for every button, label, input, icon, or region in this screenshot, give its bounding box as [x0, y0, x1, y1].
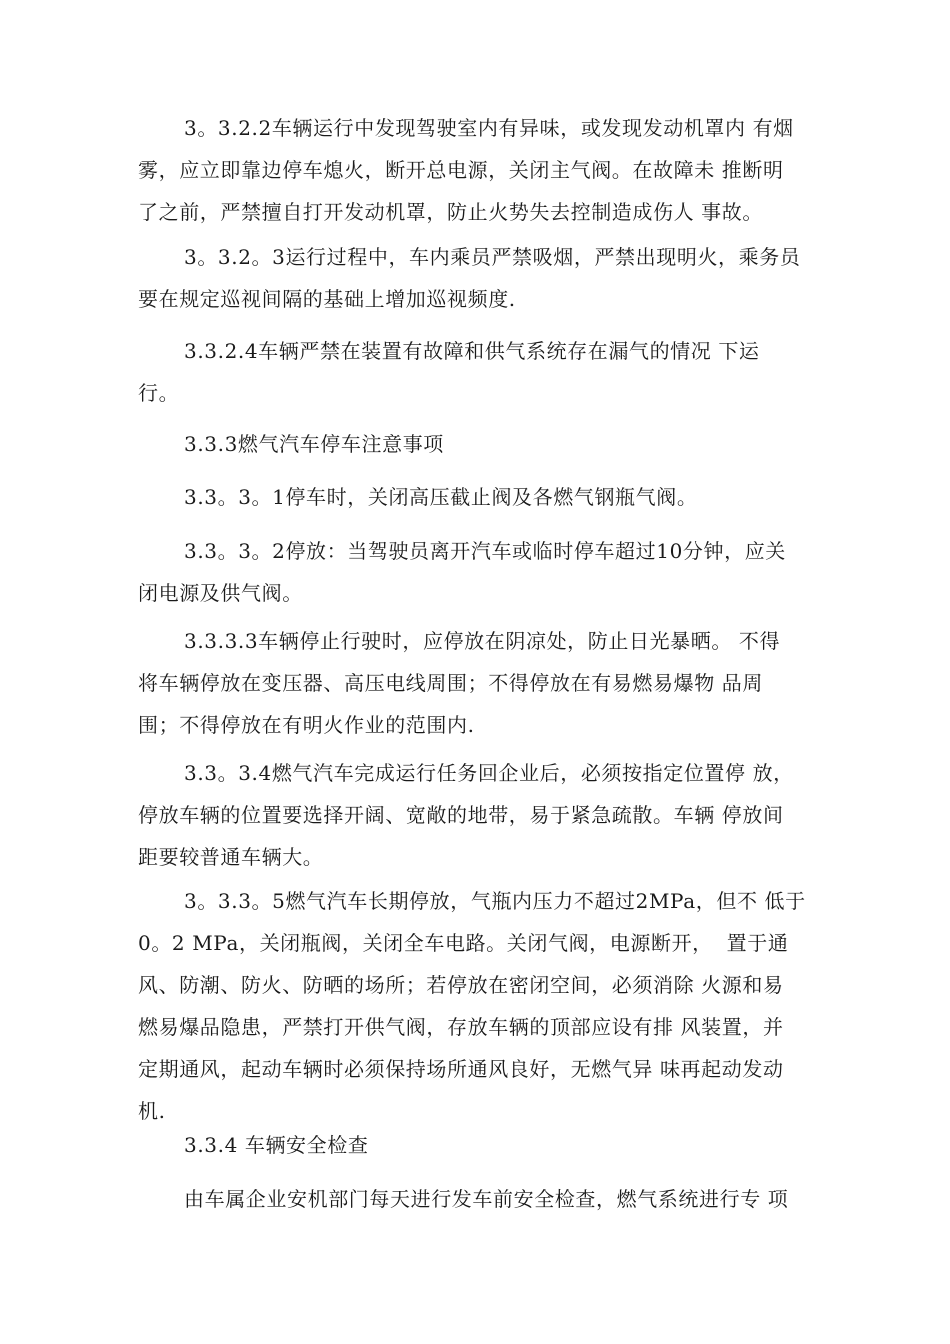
- paragraph-3-3-3-2: [138, 530, 828, 614]
- paragraph-3-3-3-1: [138, 476, 828, 518]
- section-heading-3-3-4: [138, 1124, 828, 1166]
- paragraph-line: 3.3.3.3车辆停止行驶时，应停放在阴凉处，防止日光暴晒。 不得: [184, 629, 781, 653]
- paragraph-line: 3。3.3。5燃气汽车长期停放，气瓶内压力不超过2MPa，但不 低于: [184, 889, 806, 913]
- section-heading: 3.3.3燃气汽车停车注意事项: [184, 432, 444, 456]
- paragraph-line: 雾，应立即靠边停车熄火，断开总电源，关闭主气阀。在故障未 推断明: [138, 158, 784, 182]
- paragraph-line: 风、防潮、防火、防晒的场所；若停放在密闭空间，必须消除 火源和易: [138, 973, 784, 997]
- paragraph-3-3-2-2: [138, 107, 828, 233]
- paragraph-line: 将车辆停放在变压器、高压电线周围；不得停放在有易燃易爆物 品周: [138, 671, 763, 695]
- paragraph-line: 燃易爆品隐患，严禁打开供气阀，存放车辆的顶部应设有排 风装置，并: [138, 1015, 784, 1039]
- paragraph-line: 3.3。3.4燃气汽车完成运行任务回企业后，必须按指定位置停 放，: [184, 761, 794, 785]
- paragraph-line: 距要较普通车辆大。: [138, 845, 324, 869]
- paragraph-line: 3。3.2。3运行过程中，车内乘员严禁吸烟，严禁出现明火，乘务员: [184, 245, 801, 269]
- section-heading-3-3-3: [138, 423, 828, 465]
- paragraph-3-3-3-3: [138, 620, 828, 746]
- paragraph-line: 3.3.2.4车辆严禁在装置有故障和供气系统存在漏气的情况 下运: [184, 339, 760, 363]
- paragraph-line: 要在规定巡视间隔的基础上增加巡视频度.: [138, 287, 516, 311]
- paragraph-line: 行。: [138, 381, 180, 405]
- paragraph-line: 0。2 MPa，关闭瓶阀，关闭全车电路。关闭气阀，电源断开， 置于通: [138, 931, 789, 955]
- section-heading: 3.3.4 车辆安全检查: [184, 1133, 369, 1157]
- paragraph-line: 3.3。3。2停放：当驾驶员离开汽车或临时停车超过10分钟，应关: [184, 539, 786, 563]
- paragraph-3-3-3-4: [138, 752, 828, 878]
- paragraph-line: 停放车辆的位置要选择开阔、宽敞的地带，易于紧急疏散。车辆 停放间: [138, 803, 784, 827]
- paragraph-line: 机.: [138, 1099, 166, 1123]
- paragraph-line: 闭电源及供气阀。: [138, 581, 303, 605]
- paragraph-line: 由车属企业安机部门每天进行发车前安全检查，燃气系统进行专 项: [184, 1187, 789, 1211]
- paragraph-line: 定期通风，起动车辆时必须保持场所通风良好，无燃气异 味再起动发动: [138, 1057, 784, 1081]
- paragraph-3-3-2-3: [138, 236, 828, 320]
- paragraph-line: 3.3。3。1停车时，关闭高压截止阀及各燃气钢瓶气阀。: [184, 485, 698, 509]
- paragraph-line: 围；不得停放在有明火作业的范围内.: [138, 713, 475, 737]
- paragraph-3-3-2-4: [138, 330, 828, 414]
- paragraph-line: 了之前，严禁擅自打开发动机罩，防止火势失去控制造成伤人 事故。: [138, 200, 763, 224]
- paragraph-3-3-4: [138, 1178, 828, 1220]
- paragraph-3-3-3-5: [138, 880, 828, 1132]
- paragraph-line: 3。3.2.2车辆运行中发现驾驶室内有异味，或发现发动机罩内 有烟: [184, 116, 794, 140]
